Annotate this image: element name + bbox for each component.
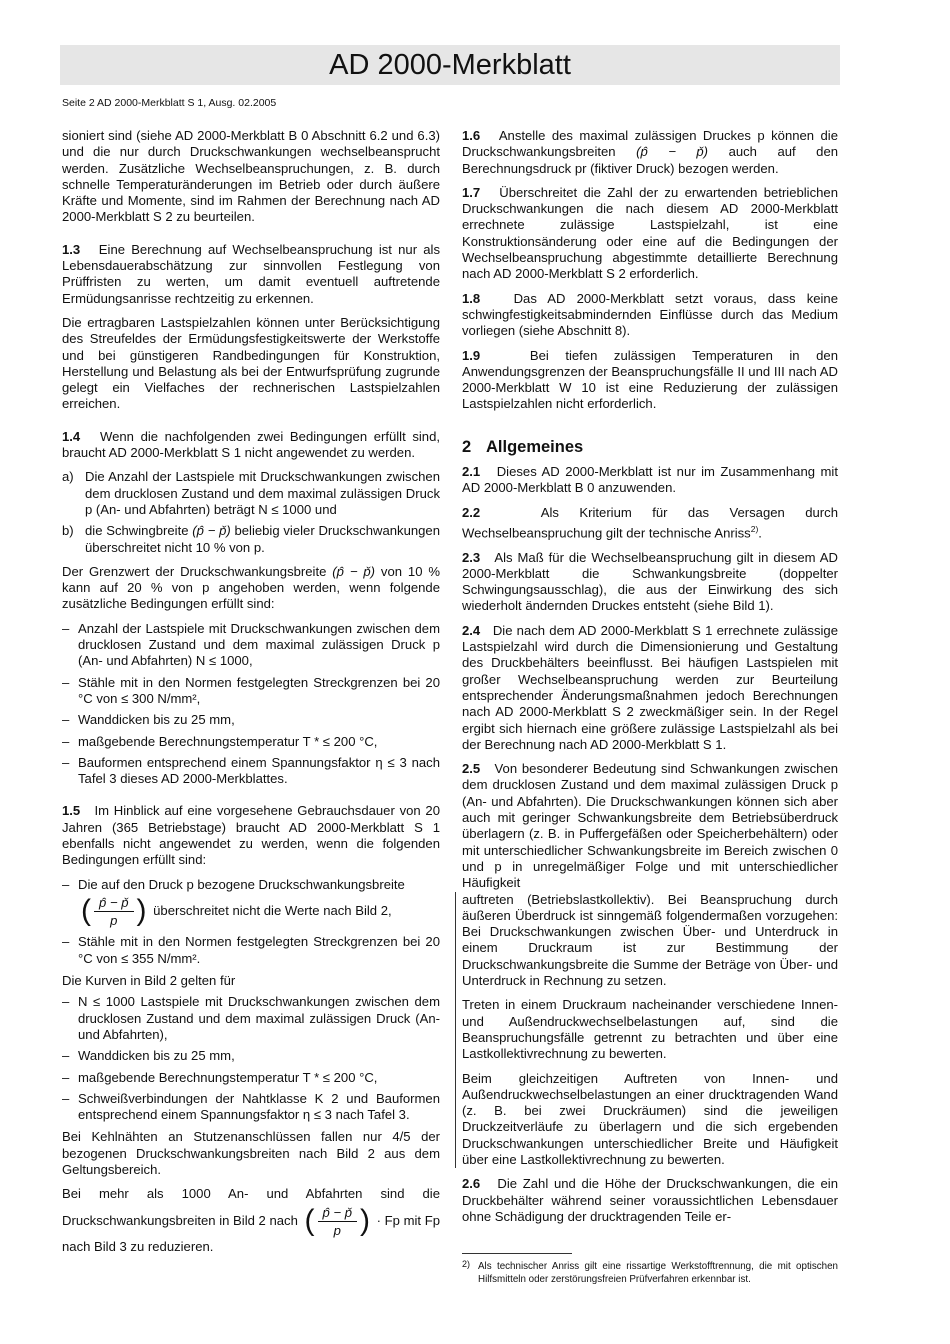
footnote [462,1260,838,1286]
banner-title: AD 2000-Merkblatt [329,49,571,81]
footnote-divider [462,1253,572,1254]
list-item [62,934,440,967]
list-item-text-post: überschreitet nicht die Werte nach Bild 2, [153,902,392,918]
list-item-text: Wanddicken bis zu 25 mm, [78,1048,235,1064]
right-column [462,128,838,1286]
section-number: 2.1 [462,464,481,480]
section-1-3 [62,242,440,307]
section-1-7 [462,185,838,283]
section-text: Eine Berechnung auf Wechselbeanspruchung ist nur als Lebensdauerabschätzung zur sinnvollen Festlegung von Prüffristen zu werten, um damit eventuell auftretende Ermüdungsanrisse rechtzeitig zu erkennen. [62,241,440,306]
list-item-text: Stähle mit in den Normen festgelegten Streckgrenzen bei 20 °C von ≤ 355 N/mm². [78,934,440,966]
section-1-8 [462,291,838,340]
list-item-text: Die auf den Druck p bezogene Druckschwankungsbreite [78,876,405,892]
list-item [62,1048,440,1064]
dash-marker: – [62,934,70,950]
section-2-4 [462,623,838,753]
section-2-5-continued: auftreten (Betriebslastkollektiv). Bei Beanspruchung durch äußeren Überdruck ist sinngemäß folgendermaßen vorzugehen: Bei Druckschwankungen zwischen Über- und Unterdruck in einem Druckraum ist zur Bestimmung der Druckschwankungsbreite die Summe der Beträge von Über- und Unterdruck in Rechnung zu setzen. [462,891,838,989]
section-text: Überschreitet die Zahl der zu erwartenden betrieblichen Druckschwankungen die nach diesem AD 2000-Merkblatt errechnete zulässige Lastspielzahl, ist eine Konstruktionsänderung oder eine auf die Bedingungen der Wechselbeanspruchung abgestimmte detaillierte Berechnung nach AD 2000-Merkblatt S 2 erforderlich. [462,184,838,282]
dash-marker: – [62,1090,70,1106]
list-item [62,1070,440,1086]
heading-title: Allgemeines [486,437,584,456]
dash-marker: – [62,876,70,892]
formula-expression: (p̂ − p̌) [192,523,231,539]
condition-text: Die Anzahl der Lastspiele mit Druckschwankungen zwischen dem drucklosen Zustand und dem maximal zulässigen Druck p (An- und Abfahrten) beträgt N ≤ 1000 und [85,469,440,517]
fraction-denominator: p [333,1222,341,1238]
condition-text-pre: die Schwingbreite [85,523,189,539]
paragraph-continuation: sioniert sind (siehe AD 2000-Merkblatt B 0 Abschnitt 6.2 und 6.3) und die nur durch Druckschwankungen wechselbeansprucht werden. Zusätzliche Wechselbeanspruchungen, z. B. durch schnelle Temperaturänderungen im Betrieb oder durch äußere Kräfte und Momente, sind im Rahmen der Berechnung nach AD 2000-Merkblatt S 2 zu beurteilen. [62,128,440,225]
section-2-5-paragraph-3: Beim gleichzeitigen Auftreten von Innen- und Außendruckwechselbelastungen an einer drucktragenden Wand (z. B. bei zwei Druckräumen) sind die jeweiligen Druckzeitverläufe zu überlagern und die sich ergebenden Druckschwankungen unterschiedlicher Breite und Häufigkeit über eine Lastkollektivrechnung zu bewerten. [462,1070,838,1167]
footnote-text: Als technischer Anriss gilt eine rissartige Werkstofftrennung, die mit optischen Hilfsmitteln oder zerstörungsfreien Prüfverfahren erkennbar ist. [478,1261,838,1286]
section-number: 1.7 [462,184,481,200]
condition-text-post: beliebig vieler Druckschwankungen überschreitet nicht 10 % von p. [85,523,440,555]
condition-list-2 [62,994,440,1123]
condition-b [62,523,440,556]
condition-list-1 [62,621,440,788]
section-2-1 [462,464,838,497]
list-item-text: maßgebende Berechnungstemperatur T * ≤ 200 °C, [78,1069,378,1085]
dash-marker: – [62,1069,70,1085]
section-2-5 [462,761,838,891]
section-text: Die Zahl und die Höhe der Druckschwankungen, die ein Druckbehälter während seiner voraussichtlichen Lebensdauer ohne Schädigung der drucktragenden Teile er- [462,1176,838,1224]
limit-paragraph [62,564,440,613]
section-number: 1.8 [462,290,481,306]
list-item [62,621,440,670]
section-1-9 [462,348,838,413]
section-number: 2.2 [462,504,481,520]
text-post: auch auf den Berechnungsdruck pr (fiktiver Druck) bezogen werden. [462,144,839,176]
list-item-text: Wanddicken bis zu 25 mm, [78,712,235,728]
section-text: Das AD 2000-Merkblatt setzt voraus, dass keine schwingfestigkeitsabmindernden Einflüsse durch das Medium vorliegen (siehe Abschnitt 8). [462,290,838,339]
list-item [62,734,440,750]
list-item-text: maßgebende Berechnungstemperatur T * ≤ 200 °C, [78,733,378,749]
section-1-5 [62,803,440,868]
list-item [62,675,440,708]
section-2-2: 2.2 Als Kriterium für das Versagen durch Wechselbeanspruchung gilt der technische Anriss$^{2)}$. [462,504,838,541]
section-text: Bei tiefen zulässigen Temperaturen in den Anwendungsgrenzen der Beanspruchungsfälle II und III nach AD 2000-Merkblatt W 10 ist eine Reduzierung der zulässigen Lastspielzahlen nicht erforderlich. [462,347,838,412]
formula-expression: (p̂ − p̌) [636,144,709,160]
section-2-5-paragraph-2: Treten in einem Druckraum nacheinander verschiedene Innen- und Außendruckwechselbelastungen auf, sind die Beanspruchungsfälle getrennt zu betrachten und über eine Lastkollektivrechnung zu bewerten. [462,997,838,1062]
condition-a [62,469,440,518]
section-1-4 [62,429,440,462]
heading-number: 2 [462,437,472,456]
section-text: Als Maß für die Wechselbeanspruchung gilt in diesem AD 2000-Merkblatt die Schwankungsbreite (doppelter Schwingungsausschlag), die aus der Einwirkung des sich wiederholt ändernden Druckes entsteht (siehe Bild 1). [462,549,838,614]
list-item [62,994,440,1043]
running-header: Seite 2 AD 2000-Merkblatt S 1, Ausg. 02.2005 [62,97,277,109]
dash-marker: – [62,712,70,728]
section-number: 1.3 [62,241,81,257]
section-number: 1.4 [62,428,81,444]
section-text: Als Kriterium für das Versagen durch Wechselbeanspruchung gilt der technische Anriss [462,504,838,541]
list-marker: b) [62,523,74,539]
dash-marker: – [62,994,70,1010]
fraction-formula: ( $\frac{p̂ - p̌}{p}$ ) [304,1203,371,1238]
dash-marker: – [62,674,70,690]
section-number: 1.5 [62,803,81,819]
fraction-formula: ( $\frac{p̂ - p̌}{p}$ ) [81,894,147,929]
fraction-numerator: p̂ − p̌ [94,893,134,912]
list-marker: a) [62,469,74,485]
section-number: 2.5 [462,761,481,777]
section-text: Die nach dem AD 2000-Merkblatt S 1 errechnete zulässige Lastspielzahl wird durch die Dimensionierung und Gestaltung des Druckbehälters beeinflusst. Bei häufigen Lastspielen mit großer Wechselbeanspruchung werden zur Beurteilung entsprechender Änderungsmaßnahmen jedoch Berechnungen nach AD 2000-Merkblatt S 2 zweckmäßiger sein. In der Regel ergibt sich hiernach eine größere zulässige Lastspielzahl als bei der Berechnung nach AD 2000-Merkblatt S 1. [462,622,838,752]
text-post: nach Bild 3 zu reduzieren. [62,1239,214,1255]
list-item [62,1091,440,1124]
curves-intro: Die Kurven in Bild 2 gelten für [62,973,236,989]
section-number: 2.6 [462,1176,481,1192]
fraction-numerator: p̂ − p̌ [318,1203,358,1222]
dash-marker: – [62,620,70,636]
section-number: 1.6 [462,128,481,143]
list-item [62,712,440,728]
section-number: 2.4 [462,622,481,638]
document-banner [60,45,840,85]
fillet-weld-paragraph: Bei Kehlnähten an Stutzenanschlüssen fallen nur 4/5 der bezogenen Druckschwankungsbreiten nach Bild 2 aus dem Geltungsbereich. [62,1129,440,1178]
section-number: 2.3 [462,549,481,565]
list-item [62,877,440,930]
section-text: Von besonderer Bedeutung sind Schwankungen zwischen dem drucklosen Zustand und dem maximal zulässigen Druck p (An- und Abfahrten). Die Druckschwankungen können sich aber auch mit geringer Schwankungsbreite dem Betriebsüberdruck überlagern (z. B. in Puffergefäßen oder Speicherbehältern) oder mit unterschiedlicher Schwankungsbreite im Bereich zwischen 0 und p in unregelmäßiger Folge und mit unterschiedlicher Häufigkeit [462,761,839,891]
section-2-3 [462,550,838,615]
change-bar-block [455,892,838,1169]
left-column [62,128,440,1264]
fraction-denominator: p [110,913,118,929]
text-mid: · Fp mit Fp [376,1212,440,1228]
dash-marker: – [62,1048,70,1064]
section-text: Im Hinblick auf eine vorgesehene Gebrauchsdauer von 20 Jahren (365 Betriebstage) braucht AD 2000-Merkblatt S 1 ebenfalls nicht angewendet zu werden, wenn die folgenden Bedingungen erfüllt sind: [62,803,441,868]
section-1-6 [462,128,838,177]
text-post: von 10 % kann auf 20 % von p angehoben werden, wenn folgende zusätzliche Bedingungen erfüllt sind: [62,563,441,612]
dash-marker: – [62,754,70,770]
text-pre: Bei mehr als 1000 An- und Abfahrten sind die Druckschwankungsbreiten in Bild 2 nach [62,1186,440,1228]
section-text: Dieses AD 2000-Merkblatt ist nur im Zusammenhang mit AD 2000-Merkblatt B 0 anzuwenden. [462,464,838,496]
section-number: 1.9 [462,347,481,363]
section-2-6 [462,1176,838,1225]
list-item-text: Bauformen entsprechend einem Spannungsfaktor η ≤ 3 nach Tafel 3 dieses AD 2000-Merkblattes. [78,754,440,787]
footnote-marker: 2) [462,1259,471,1270]
section-1-3-paragraph-2: Die ertragbaren Lastspielzahlen können unter Berücksichtigung des Streufeldes der Ermüdungsfestigkeitswerte der Werkstoffe und bei günstigeren Randbedingungen für Konstruktion, Herstellung und Belastung als bei der Entwurfsprüfung zugrunde gelegt ein Vielfaches der rechnerischen Lastspielzahlen erreichen. [62,314,440,412]
list-item-text: N ≤ 1000 Lastspiele mit Druckschwankungen zwischen dem drucklosen Zustand und dem maximal zulässigen Druck (An- und Abfahrten), [78,994,440,1042]
formula-expression: (p̂ − p̌) [332,563,375,579]
dash-marker: – [62,733,70,749]
list-item [62,755,440,788]
section-text: Wenn die nachfolgenden zwei Bedingungen erfüllt sind, braucht AD 2000-Merkblatt S 1 nicht angewendet zu werden. [62,428,440,461]
list-item-text: Stähle mit in den Normen festgelegten Streckgrenzen bei 20 °C von ≤ 300 N/mm², [78,674,440,706]
list-item-text: Schweißverbindungen der Nahtklasse K 2 und Bauformen entsprechend einem Spannungsfaktor η ≤ 3 nach Tafel 3. [78,1090,440,1123]
footnote-reference: 2) [750,523,759,534]
section-heading-2 [462,439,838,455]
list-item-text: Anzahl der Lastspiele mit Druckschwankungen zwischen dem drucklosen Zustand und dem maximal zulässigen Druck p (An- und Abfahrten) N ≤ 1000, [78,620,440,669]
reduction-paragraph [62,1186,440,1255]
text-pre: Der Grenzwert der Druckschwankungsbreite [62,563,327,579]
text-pre: Anstelle des maximal zulässigen Druckes p können die Druckschwankungsbreiten [462,128,838,160]
